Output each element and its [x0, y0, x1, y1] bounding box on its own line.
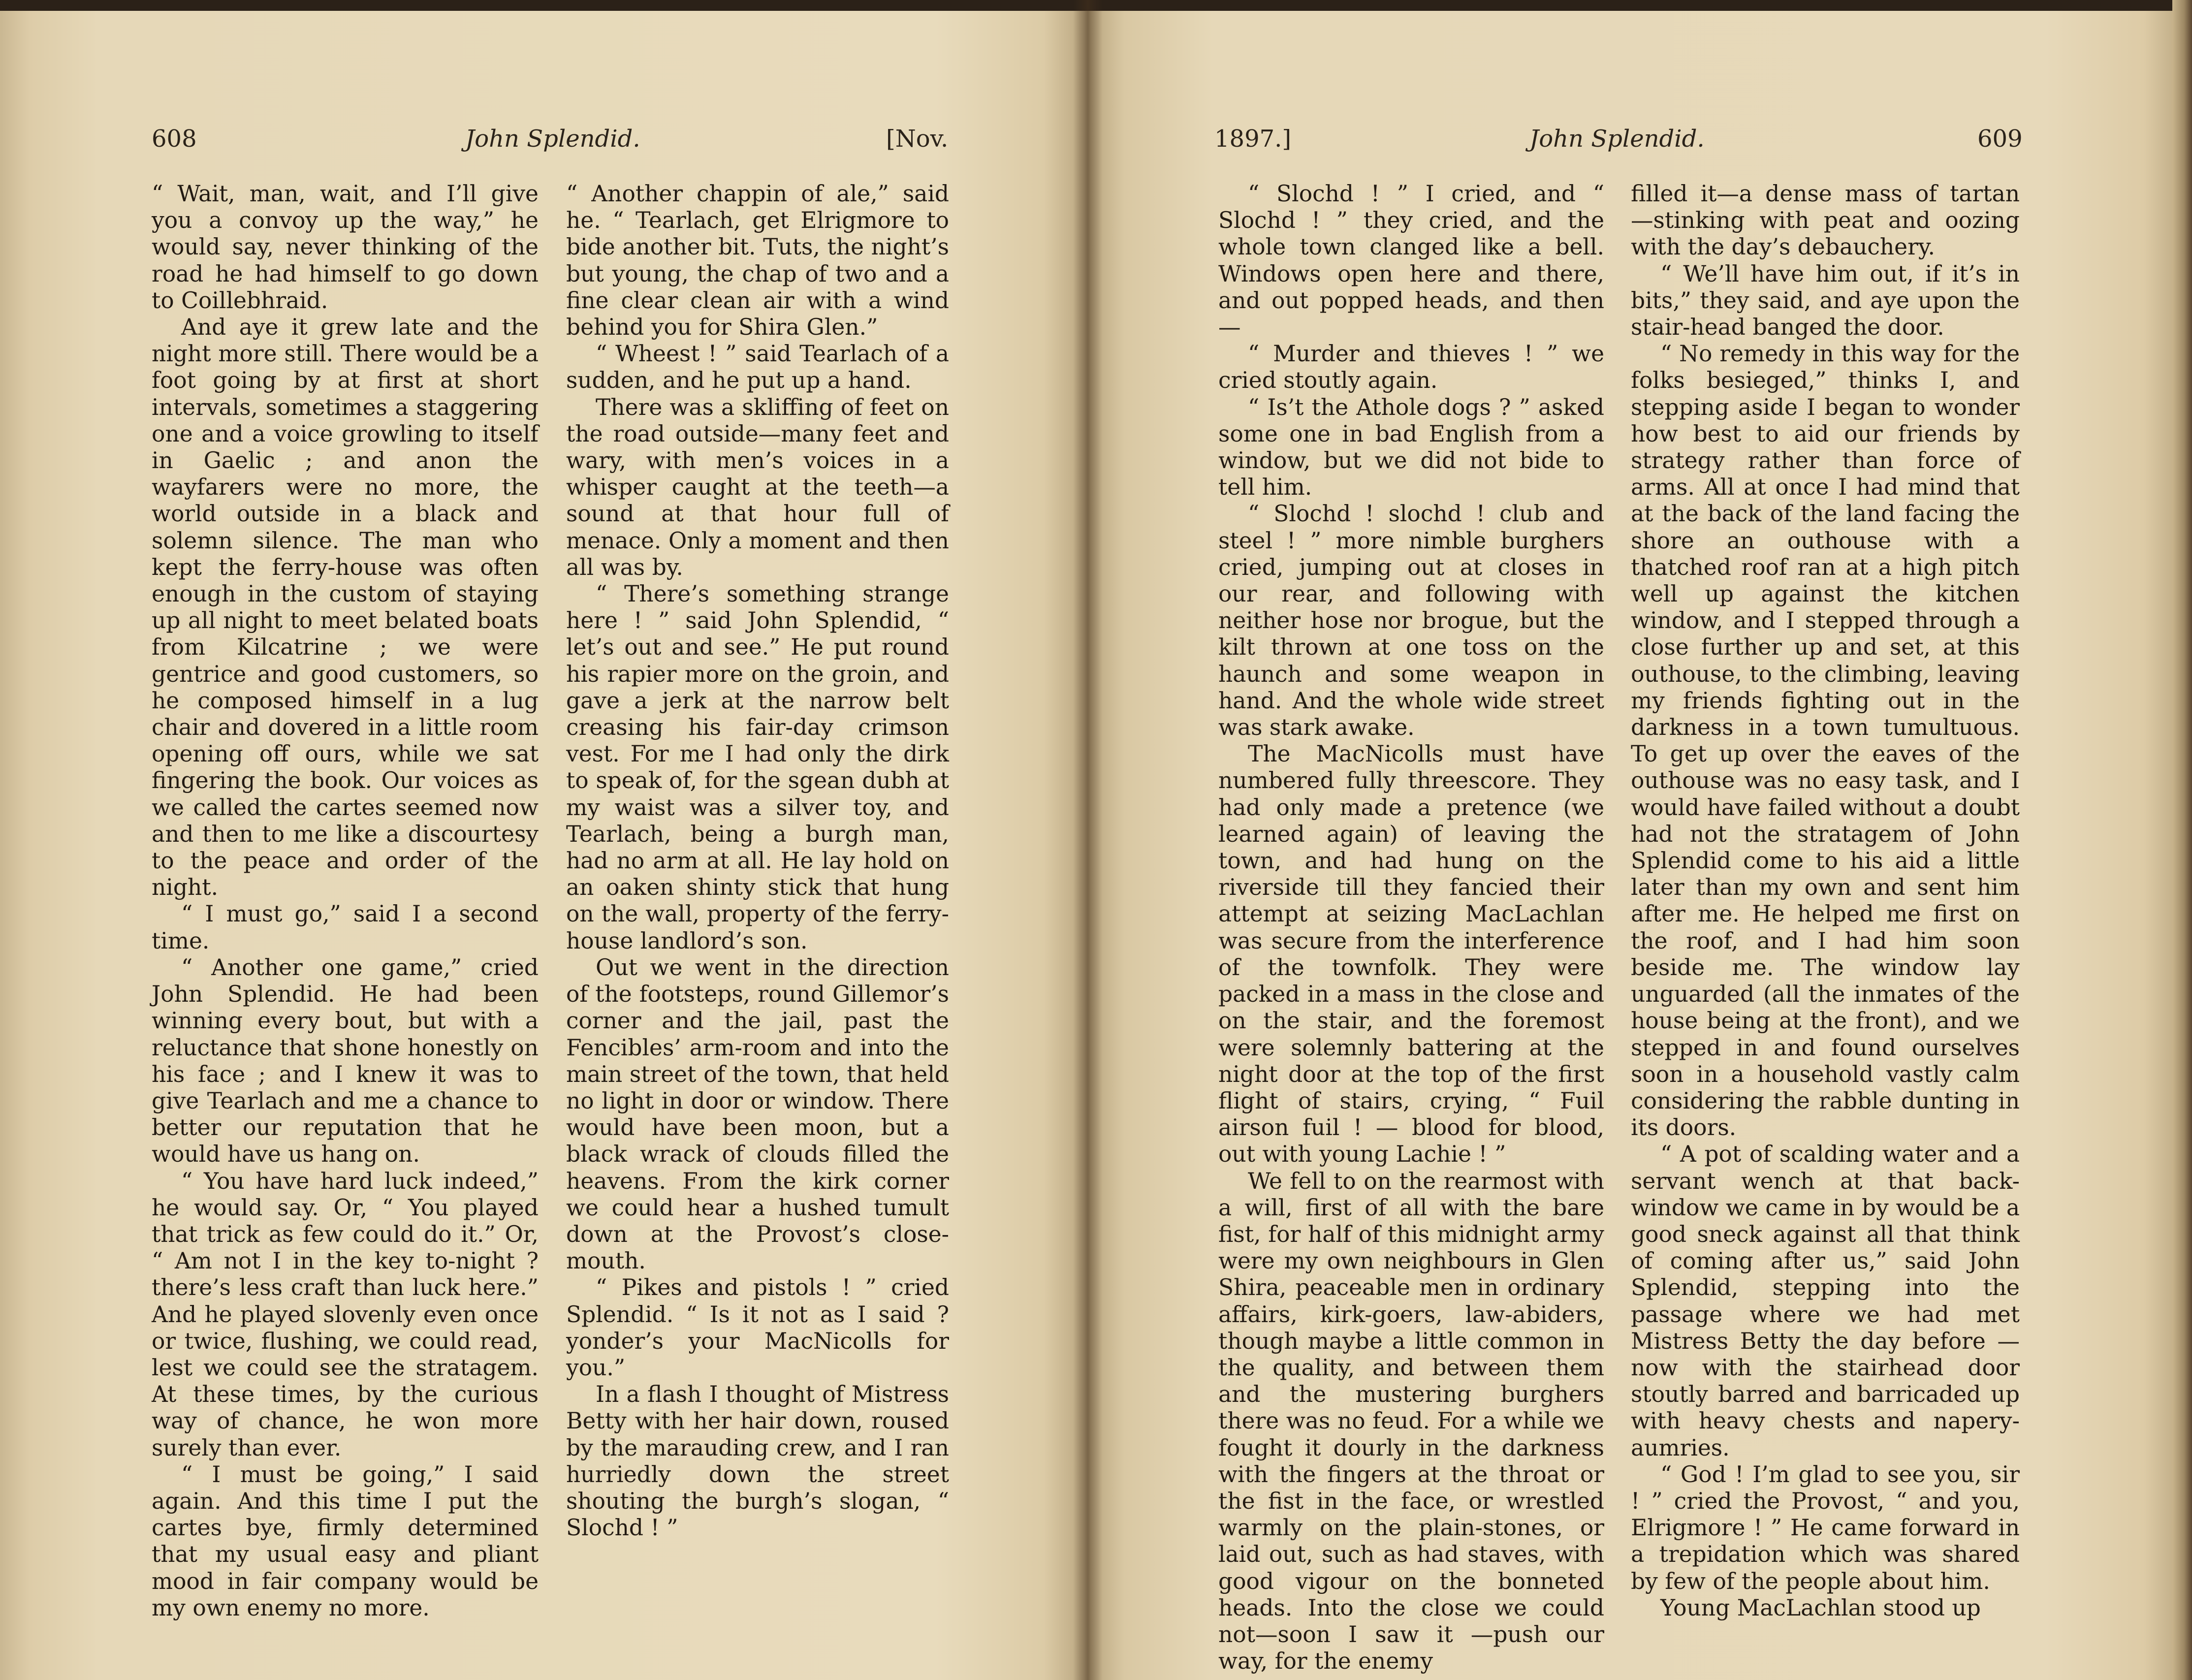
paragraph: “ Pikes and pistols ! ” cried Splendid. “ Is it not as I said ? yonder’s your MacNicolls for you.”	[566, 1274, 949, 1381]
paragraph: “ Another one game,” cried John Splendid. He had been winning every bout, but with a reluctance that shone honestly on his face ; and I knew it was to give Tearlach and me a chance to better our reputation that he would have us hang on.	[152, 954, 539, 1168]
right-column-1	[1218, 181, 1604, 1675]
paragraph: There was a skliffing of feet on the road outside—many feet and wary, with men’s voices in a whisper caught at the teeth—a sound at that hour full of menace. Only a moment and then all was by.	[566, 394, 949, 580]
paragraph: “ You have hard luck indeed,” he would say. Or, “ You played that trick as few could do it.” Or, “ Am not I in the key to-night ? there’s less craft than luck here.” And he played slovenly even once or twice, flushing, we could read, lest we could see the stratagem. At these times, by the curious way of chance, he won more surely than ever.	[152, 1168, 539, 1461]
left-running-head	[0, 125, 1085, 169]
running-title: John Splendid.	[465, 125, 640, 153]
page-number: 608	[152, 125, 197, 153]
running-title: John Splendid.	[1529, 125, 1705, 153]
paragraph: “ I must go,” said I a second time.	[152, 901, 539, 954]
right-column-2	[1631, 181, 2020, 1621]
paragraph: “ Is’t the Athole dogs ? ” asked some one in bad English from a window, but we did not bide to tell him.	[1218, 394, 1604, 501]
paragraph: “ Slochd ! slochd ! club and steel ! ” more nimble burghers cried, jumping out at closes in our rear, and following with neither hose nor brogue, but the kilt thrown at one toss on the haunch and some weapon in hand. And the whole wide street was stark awake.	[1218, 501, 1604, 741]
paragraph: The MacNicolls must have numbered fully threescore. They had only made a pretence (we learned again) of leaving the town, and had hung on the riverside till they fancied their attempt at seizing MacLachlan was secure from the interference of the townfolk. They were packed in a mass in the close and on the stair, and the foremost were solemnly battering at the night door at the top of the first flight of stairs, crying, “ Fuil airson fuil ! — blood for blood, out with young Lachie ! ”	[1218, 741, 1604, 1168]
paragraph: In a flash I thought of Mistress Betty with her hair down, roused by the marauding crew, and I ran hurriedly down the street shouting the burgh’s slogan, “ Slochd ! ”	[566, 1381, 949, 1541]
paragraph: “ Wait, man, wait, and I’ll give you a convoy up the way,” he would say, never thinking of the road he had himself to go down to Coillebhraid.	[152, 181, 539, 314]
paragraph: “ Murder and thieves ! ” we cried stoutly again.	[1218, 341, 1604, 394]
paragraph: “ We’ll have him out, if it’s in bits,” they said, and aye upon the stair-head banged the door.	[1631, 260, 2020, 341]
page-number: 609	[1977, 125, 2023, 153]
paragraph: “ No remedy in this way for the folks besieged,” thinks I, and stepping aside I began to wonder how best to aid our friends by strategy rather than force of arms. All at once I had mind that at the back of the land facing the shore an outhouse with a thatched roof ran at a high pitch well up against the kitchen window, and I stepped through a close further up and set, at this outhouse, to the climbing, leaving my friends fighting out in the darkness in a town tumultuous. To get up over the eaves of the outhouse was no easy task, and I would have failed without a doubt had not the stratagem of John Splendid come to his aid a little later than my own and sent him after me. He helped me first on the roof, and I had him soon beside me. The window lay unguarded (all the inmates of the house being at the front), and we stepped in and found ourselves soon in a household vastly calm considering the rabble dunting in its doors.	[1631, 341, 2020, 1141]
left-column-1	[152, 181, 539, 1621]
paragraph: “ Another chappin of ale,” said he. “ Tearlach, get Elrigmore to bide another bit. Tuts, the night’s but young, the chap of two and a fine clear clean air with a wind behind you for Shira Glen.”	[566, 181, 949, 341]
paragraph: “ Slochd ! ” I cried, and “ Slochd ! ” they cried, and the whole town clanged like a bell. Windows open here and there, and out popped heads, and then—	[1218, 181, 1604, 341]
left-column-2	[566, 181, 949, 1541]
running-date: 1897.]	[1214, 125, 1292, 153]
paragraph: “ A pot of scalding water and a servant wench at that back-window we came in by would be a good sneck against all that think of coming after us,” said John Splendid, stepping into the passage where we had met Mistress Betty the day before — now with the stairhead door stoutly barred and barricaded up with heavy chests and napery-aumries.	[1631, 1141, 2020, 1461]
book-gutter	[1073, 0, 1103, 1680]
paragraph: “ God ! I’m glad to see you, sir ! ” cried the Provost, “ and you, Elrigmore ! ” He came forward in a trepidation which was shared by few of the people about him.	[1631, 1461, 2020, 1594]
left-page	[0, 0, 1085, 1680]
paragraph: “ There’s something strange here ! ” said John Splendid, “ let’s out and see.” He put round his rapier more on the groin, and gave a jerk at the narrow belt creasing his fair-day crimson vest. For me I had only the dirk to speak of, for the sgean dubh at my waist was a silver toy, and Tearlach, being a burgh man, had no arm at all. He lay hold on an oaken shinty stick that hung on the wall, property of the ferry-house landlord’s son.	[566, 581, 949, 954]
paragraph: Young MacLachlan stood up	[1660, 1594, 1981, 1621]
paragraph: Out we went in the direction of the footsteps, round Gillemor’s corner and the jail, past the Fencibles’ arm-room and into the main street of the town, that held no light in door or window. There would have been moon, but a black wrack of clouds filled the heavens. From the kirk corner we could hear a hushed tumult down at the Provost’s close-mouth.	[566, 954, 949, 1274]
paragraph: We fell to on the rearmost with a will, first of all with the bare fist, for half of this midnight army were my own neighbours in Glen Shira, peaceable men in ordinary affairs, kirk-goers, law-abiders, though maybe a little common in the quality, and between them and the mustering burghers there was no feud. For a while we fought it dourly in the darkness with the fingers at the throat or the fist in the face, or wrestled warmly on the plain-stones, or laid out, such as had staves, with good vigour on the bonneted heads. Into the close we could not—soon I saw it —push our way, for the enemy	[1218, 1168, 1604, 1675]
paragraph: “ I must be going,” I said again. And this time I put the cartes bye, firmly determined that my usual easy and pliant mood in fair company would be my own enemy no more.	[152, 1461, 539, 1621]
paragraph: And aye it grew late and the night more still. There would be a foot going by at first at short intervals, sometimes a staggering one and a voice growling to itself in Gaelic ; and anon the wayfarers were no more, the world outside in a black and solemn silence. The man who kept the ferry-house was often enough in the custom of staying up all night to meet belated boats from Kilcatrine ; we were gentrice and good customers, so he composed himself in a lug chair and dovered in a little room opening off ours, while we sat fingering the book. Our voices as we called the cartes seemed now and then to me like a discourtesy to the peace and order of the night.	[152, 314, 539, 901]
page-edge	[2172, 0, 2192, 1680]
running-month: [Nov.	[886, 125, 949, 153]
paragraph: filled it—a dense mass of tartan —stinking with peat and oozing with the day’s debauchery.	[1631, 181, 2020, 260]
right-page	[1085, 0, 2192, 1680]
paragraph: “ Wheest ! ” said Tearlach of a sudden, and he put up a hand.	[566, 341, 949, 394]
right-running-head	[1085, 125, 2192, 169]
